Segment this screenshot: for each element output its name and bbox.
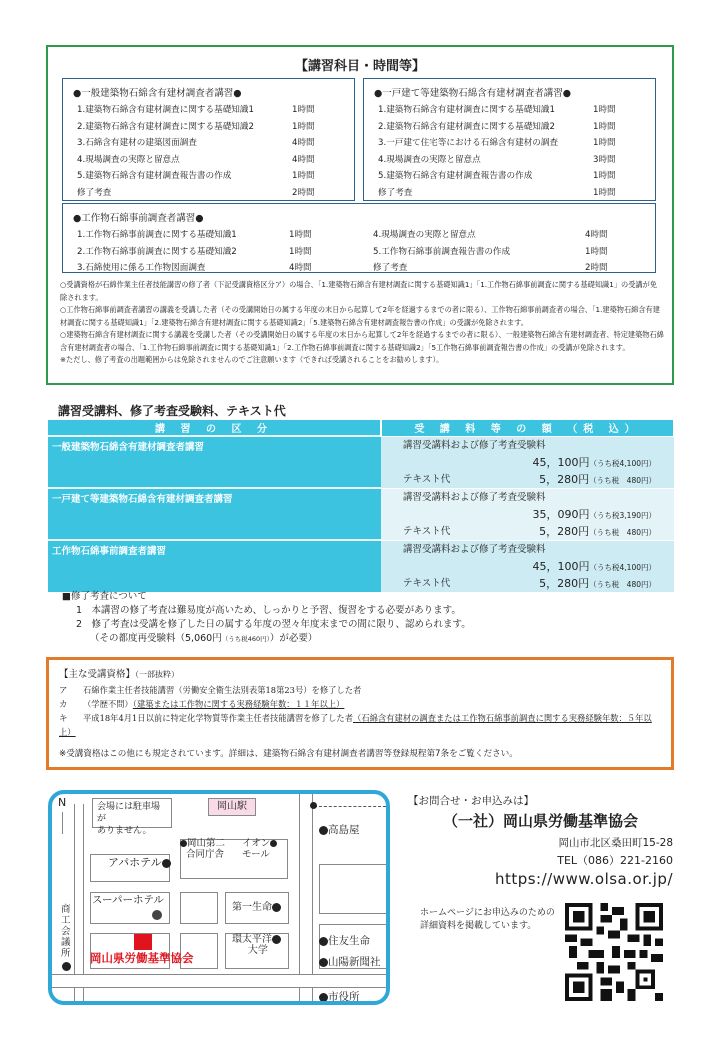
subject-row: 1.工作物石綿事前調査に関する基礎知識1 1時間 (77, 230, 312, 241)
qualifications-section: 【主な受講資格】（一部抜粋） ア 石綿作業主任者技能講習（労働安全衛生法別表第18第23号）を修了した者 カ （学歴不問）（建築または工作物に関する実務経験年数：１１年以上） キ 平成18年4月1日以前に特定化学物質等作業主任者技能講習を修了した者（石綿含有建材の調査または工作物石綿事前調査に関する実務経験年数：５年以上） ※受講資格はこの他にも規定されています。詳細は、建築物石綿含有建材調査者講習等登録規程第7条をご覧ください。 (46, 657, 674, 770)
rail-line (314, 806, 386, 807)
header-course: 講 習 の 区 分 (48, 420, 381, 436)
super-hotel-dot-icon (152, 910, 162, 920)
fee-label: 講習受講料および修了考査受験料 (403, 543, 546, 555)
subject-row: 5.建築物石綿含有建材調査報告書の作成 1時間 (378, 171, 616, 182)
landmark-daiichi: 第一生命 (232, 898, 281, 913)
venue-label: 岡山県労働基準協会 (90, 951, 194, 965)
header-fee: 受 講 料 等 の 額 （税 込） (381, 420, 674, 436)
course-name: 一戸建て等建築物石綿含有建材調査者講習 (48, 488, 381, 540)
parking-note: 会場には駐車場が ありません。 (92, 798, 172, 828)
landmark-chamber: 商工会議所 (61, 904, 71, 959)
note: ○工作物石綿事前調査者講習の講義を受講した者（その受講開始日の属する年度の末日から起算して2年を経過するまでの者に限る）、工作物石綿事前調査者の場合、「1.建築物石綿含有建材調査に関する基礎知識1」「2.建築物石綿含有建材調査に関する基礎知識2」「5.建築物石綿含有建材調査報告書の作成」の受講が免除されます。 (60, 305, 660, 327)
detached-course-heading: ●一戸建て等建築物石綿含有建材調査者講習● (374, 88, 572, 99)
course-name: 工作物石綿事前調査者講習 (48, 540, 381, 592)
structure-col-right (359, 226, 655, 276)
qualification-item: キ 平成18年4月1日以前に特定化学物質等作業主任者技能講習を修了した者（石綿含有建材の調査または工作物石綿事前調査に関する実務経験年数：５年以上） (59, 713, 652, 737)
map-block (180, 892, 218, 924)
subject-row: 5.工作物石綿事前調査報告書の作成 1時間 (373, 246, 608, 257)
station-label: 岡山駅 (208, 798, 256, 816)
phone: TEL（086）221-2160 (557, 854, 673, 867)
text-fee: テキスト代 5，280円（うち税 480円） (403, 524, 656, 538)
fee-amount: 35，090円（うち税3,190円） (532, 507, 656, 521)
north-arrow-icon (62, 812, 63, 834)
subject-row: 2.建築物石綿含有建材調査に関する基礎知識2 1時間 (77, 121, 315, 132)
road (52, 974, 387, 988)
landmark-aeon: イオン モール (242, 838, 277, 860)
detached-course-box (363, 78, 656, 201)
fee-amount: 45，100円（うち税4,100円） (532, 455, 656, 469)
subject-row: 4.現場調査の実際と留意点 4時間 (77, 154, 315, 165)
road (299, 794, 313, 1004)
structure-course-heading: ●工作物石綿事前調査者講習● (73, 213, 204, 224)
landmark-kan: 環太平洋 大学 (232, 934, 281, 956)
contact-section (408, 793, 673, 888)
fees-title: 講習受講料、修了考査受験料、テキスト代 (58, 404, 286, 418)
table-row (48, 540, 674, 592)
landmark-govt: 岡山第二 合同庁舎 (180, 838, 225, 860)
landmark-city-hall: 市役所 (319, 989, 360, 1004)
fee-table-header (48, 420, 674, 436)
subject-row: 修了考査 2時間 (373, 263, 608, 274)
subject-row: 3.石綿含有建材の建築図面調査 4時間 (77, 138, 315, 149)
subject-row: 修了考査 1時間 (378, 187, 616, 198)
qualifications-heading: 【主な受講資格】 (59, 669, 136, 680)
exam-line: 2 修了考査は受講を修了した日の属する年度の翌々年度末までの間に限り、認められます。 (76, 619, 471, 630)
fee-table (48, 420, 675, 592)
text-fee: テキスト代 5，280円（うち税 480円） (403, 472, 656, 486)
subject-row: 3.一戸建て住宅等における石綿含有建材の調査 1時間 (378, 138, 616, 149)
website-link[interactable]: https://www.olsa.or.jp/ (494, 870, 673, 888)
subject-row: 修了考査 2時間 (77, 187, 315, 198)
subject-row: 2.工作物石綿事前調査に関する基礎知識2 1時間 (77, 246, 312, 257)
landmark-sanyo: 山陽新聞社 (319, 954, 381, 969)
table-row (48, 488, 674, 540)
address: 岡山市北区桑田町15-28 (558, 837, 673, 849)
table-row (48, 436, 674, 488)
qualification-item: ア 石綿作業主任者技能講習（労働安全衛生法別表第18第23号）を修了した者 (59, 685, 362, 695)
subjects-title: 【講習科目・時間等】 (294, 59, 425, 74)
venue-marker-icon (134, 934, 152, 950)
fee-label: 講習受講料および修了考査受験料 (403, 439, 546, 451)
landmark-sumitomo: 住友生命 (319, 933, 370, 948)
landmark-takashimaya: 高島屋 (319, 822, 360, 837)
exemption-notes (60, 279, 664, 367)
qualifications-footnote: ※受講資格はこの他にも規定されています。詳細は、建築物石綿含有建材調査者講習等登録規程第7条をご覧ください。 (59, 749, 518, 759)
general-course-box (62, 78, 355, 201)
landmark-super-hotel: スーパーホテル (92, 894, 164, 906)
structure-col-left (63, 226, 359, 276)
fee-label: 講習受講料および修了考査受験料 (403, 491, 546, 503)
note: ※ただし、修了考査の出題範囲からは免除されませんのでご注意願います（できれば受講されることをお勧めします）。 (60, 355, 444, 364)
qualification-item: カ （学歴不問）（建築または工作物に関する実務経験年数：１１年以上） (59, 699, 345, 709)
exam-line: （その都度再受験料（5,060円（うち税460円））が必要） (90, 633, 318, 644)
exam-line: 1 本講習の修了考査は難易度が高いため、しっかりと予習、復習をする必要があります。 (76, 605, 461, 616)
homepage-note: ホームページにお申込みのための詳細資料を掲載しています。 (420, 908, 555, 931)
contact-heading: 【お問合せ・お申込みは】 (408, 795, 534, 807)
subject-row: 4.現場調査の実際と留意点 3時間 (378, 154, 616, 165)
landmark-apa: アパホテル (108, 854, 171, 870)
qr-code-icon[interactable] (565, 902, 663, 1002)
note: ○建築物石綿含有建材調査に関する講義を受講した者（その受講開始日の属する年度の末日から起算して2年を経過するまでの者に限る）、一般建築物石綿含有建材調査者、特定建築物石綿含有建材調査者の場合、「1.工作物石綿事前調査に関する基礎知識1」「2.工作物石綿事前調査に関する基礎知識2」「5工作物石綿事前調査報告書の作成」の受講が免除されます。 (60, 330, 664, 352)
subject-row: 4.現場調査の実際と留意点 4時間 (373, 230, 608, 241)
note: ○受講資格が石綿作業主任者技能講習の修了者（下記受講資格区分ア）の場合、「1.建築物石綿含有建材調査に関する基礎知識1」「1.工作物石綿事前調査に関する基礎知識1」の受講が免除されます。 (60, 280, 657, 302)
north-label: N (58, 796, 67, 809)
access-map (48, 790, 390, 1005)
text-fee: テキスト代 5，280円（うち税 480円） (403, 576, 656, 590)
subject-row: 1.建築物石綿含有建材調査に関する基礎知識1 1時間 (378, 105, 616, 116)
station-dot-icon (310, 802, 317, 809)
chamber-dot-icon (62, 962, 71, 971)
subjects-section (46, 45, 674, 385)
subject-row: 1.建築物石綿含有建材調査に関する基礎知識1 1時間 (77, 105, 315, 116)
subject-row: 2.建築物石綿含有建材調査に関する基礎知識2 1時間 (378, 121, 616, 132)
subject-row: 5.建築物石綿含有建材調査報告書の作成 1時間 (77, 171, 315, 182)
structure-course-box (62, 203, 656, 273)
fee-amount: 45，100円（うち税4,100円） (532, 559, 656, 573)
org-name: （一社）岡山県労働基準協会 (442, 812, 638, 830)
general-course-heading: ●一般建築物石綿含有建材調査者講習● (73, 88, 242, 99)
exam-notes (62, 590, 471, 646)
map-block (319, 864, 387, 914)
subject-row: 3.石綿使用に係る工作物図面調査 4時間 (77, 263, 312, 274)
course-name: 一般建築物石綿含有建材調査者講習 (48, 436, 381, 488)
exam-heading: ■修了考査について (62, 591, 147, 602)
